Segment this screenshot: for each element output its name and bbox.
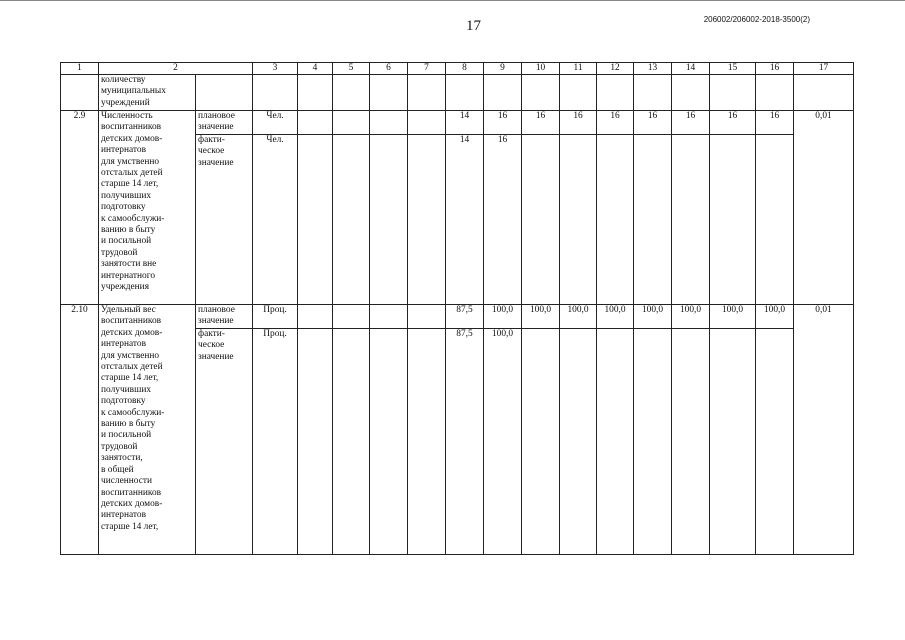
col-number-6: 6 [370, 63, 408, 75]
value-cell [560, 135, 597, 305]
unit-cell: Проц. [253, 329, 298, 555]
col-number-13: 13 [634, 63, 672, 75]
value-cell: 87,5 [446, 329, 484, 555]
col-number-3: 3 [253, 63, 298, 75]
value-cell [408, 135, 446, 305]
unit-cell: Чел. [253, 111, 298, 135]
value-cell: 87,5 [446, 305, 484, 329]
col-number-14: 14 [672, 63, 710, 75]
col-number-4: 4 [298, 63, 333, 75]
value-cell [370, 135, 408, 305]
value-cell [408, 305, 446, 329]
value-cell [634, 329, 672, 555]
value-cell [298, 329, 333, 555]
value-cell [370, 305, 408, 329]
value-cell [522, 135, 560, 305]
row-2-10-plan [61, 305, 854, 329]
value-cell: 100,0 [484, 305, 522, 329]
row-number: 2.9 [61, 111, 99, 305]
value-cell [370, 111, 408, 135]
col-number-12: 12 [597, 63, 634, 75]
value-cell [710, 329, 756, 555]
row-number: 2.10 [61, 305, 99, 555]
column-number-row [61, 63, 854, 75]
value-cell [298, 111, 333, 135]
value-cell: 16 [634, 111, 672, 135]
value-cell: 100,0 [634, 305, 672, 329]
value-cell: 100,0 [484, 329, 522, 555]
value-cell [560, 329, 597, 555]
col-number-15: 15 [710, 63, 756, 75]
value-cell [756, 329, 794, 555]
value-cell: 16 [710, 111, 756, 135]
value-cell [370, 329, 408, 555]
value-cell: 16 [484, 111, 522, 135]
continued-row [61, 75, 854, 111]
value-kind-plan: плановое значение [196, 305, 253, 329]
col-number-7: 7 [408, 63, 446, 75]
unit-cell: Чел. [253, 135, 298, 305]
value-cell: 16 [560, 111, 597, 135]
col-number-8: 8 [446, 63, 484, 75]
value-cell [710, 135, 756, 305]
value-cell [333, 305, 370, 329]
col-number-5: 5 [333, 63, 370, 75]
value-cell [597, 135, 634, 305]
value-cell: 100,0 [560, 305, 597, 329]
continued-description: количеству муниципальных учреждений [99, 75, 196, 111]
document-id: 206002/206002-2018-3500(2) [703, 15, 810, 24]
value-cell [408, 329, 446, 555]
value-cell [333, 329, 370, 555]
col-number-1: 1 [61, 63, 99, 75]
value-cell [522, 329, 560, 555]
value-cell [634, 135, 672, 305]
value-cell: 100,0 [522, 305, 560, 329]
indicator-description: Численность воспитанников детских домов- интернатов для умственно отсталых детей старше 14 лет, получивших подготовку к самообслужи- ванию в быту и посильной трудовой занятости вне интернатного учреждения [99, 111, 196, 305]
value-kind-fact: факти- ческое значение [196, 135, 253, 305]
col-number-9: 9 [484, 63, 522, 75]
value-cell: 16 [484, 135, 522, 305]
value-cell [333, 111, 370, 135]
col-number-16: 16 [756, 63, 794, 75]
value-cell: 16 [597, 111, 634, 135]
value-cell: 14 [446, 111, 484, 135]
col-number-11: 11 [560, 63, 597, 75]
col-number-17: 17 [794, 63, 854, 75]
value-cell: 16 [756, 111, 794, 135]
value-kind-fact: факти- ческое значение [196, 329, 253, 555]
value-cell [597, 329, 634, 555]
value-cell [298, 305, 333, 329]
value-cell [672, 329, 710, 555]
value-cell: 100,0 [710, 305, 756, 329]
value-cell [333, 135, 370, 305]
col-number-2: 2 [99, 63, 253, 75]
value-cell [298, 135, 333, 305]
unit-cell: Проц. [253, 305, 298, 329]
value-kind-plan: плановое значение [196, 111, 253, 135]
value-cell: 14 [446, 135, 484, 305]
top-rule [0, 0, 905, 1]
weight-cell: 0,01 [794, 305, 854, 555]
value-cell: 16 [522, 111, 560, 135]
value-cell [672, 135, 710, 305]
value-cell [408, 111, 446, 135]
row-2-9-plan [61, 111, 854, 135]
page-number: 17 [466, 18, 481, 34]
value-cell: 16 [672, 111, 710, 135]
value-cell [756, 135, 794, 305]
indicator-description: Удельный вес воспитанников детских домов- интернатов для умственно отсталых детей старше 14 лет, получивших подготовку к самообслужи- ванию в быту и посильной трудовой занятости, в общей численности воспитанников детских домов- интернатов старше 14 лет, [99, 305, 196, 555]
indicators-table [60, 62, 854, 555]
value-cell: 100,0 [672, 305, 710, 329]
value-cell: 100,0 [756, 305, 794, 329]
col-number-10: 10 [522, 63, 560, 75]
value-cell: 100,0 [597, 305, 634, 329]
weight-cell: 0,01 [794, 111, 854, 305]
